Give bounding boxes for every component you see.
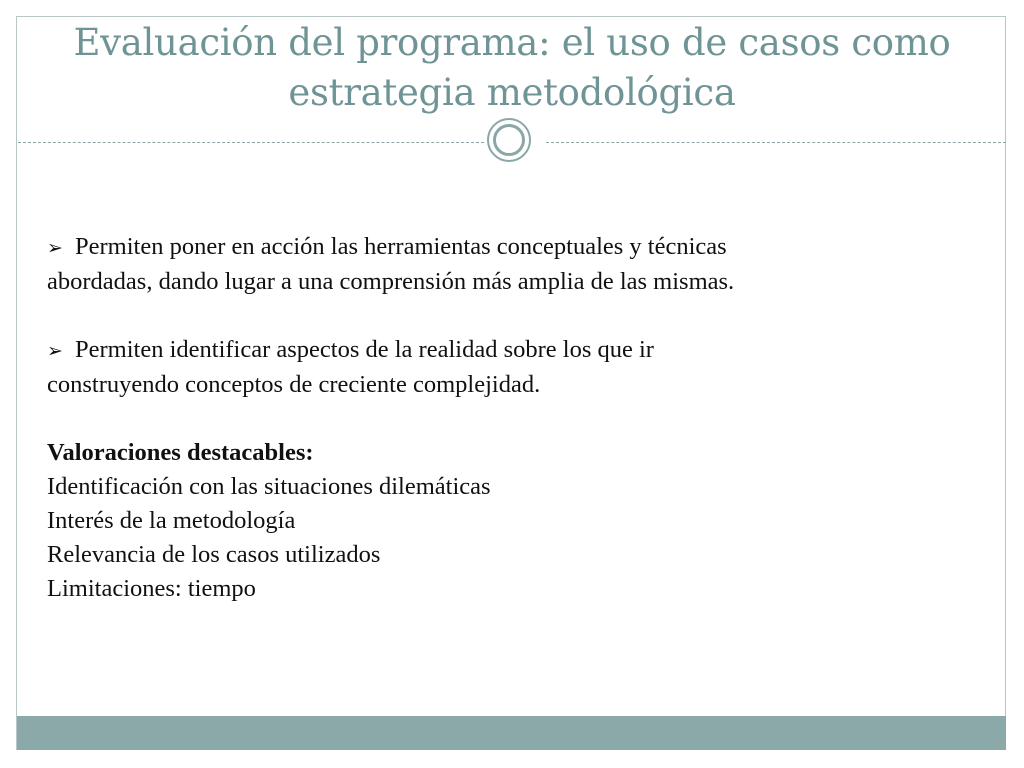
valoracion-item-3: Relevancia de los casos utilizados — [47, 541, 381, 568]
ring-ornament-inner — [493, 124, 525, 156]
ring-ornament-icon — [487, 118, 531, 162]
slide-body — [47, 230, 987, 606]
title-divider-right — [546, 142, 1006, 143]
bullet-2-line-1: Permiten identificar aspectos de la realidad sobre los que ir — [75, 336, 654, 363]
title-divider-left — [18, 142, 484, 143]
footer-bar — [17, 716, 1006, 750]
bullet-item-1 — [47, 230, 987, 299]
valoraciones-heading: Valoraciones destacables: — [47, 439, 314, 466]
bullet-1-line-1: Permiten poner en acción las herramientas conceptuales y técnicas — [75, 233, 727, 260]
bullet-item-2 — [47, 333, 987, 402]
slide-title-line-1: Evaluación del programa: el uso de casos como — [73, 21, 951, 64]
slide-title-line-2: estrategia metodológica — [288, 71, 736, 114]
arrow-bullet-icon: ➢ — [47, 237, 63, 259]
bullet-2-line-2: construyendo conceptos de creciente complejidad. — [47, 371, 541, 398]
arrow-bullet-icon: ➢ — [47, 340, 63, 362]
slide-title — [18, 18, 1006, 118]
valoracion-item-4: Limitaciones: tiempo — [47, 575, 256, 602]
valoracion-item-1: Identificación con las situaciones dilemáticas — [47, 473, 491, 500]
bullet-1-line-2: abordadas, dando lugar a una comprensión más amplia de las mismas. — [47, 268, 735, 295]
valoracion-item-2: Interés de la metodología — [47, 507, 296, 534]
